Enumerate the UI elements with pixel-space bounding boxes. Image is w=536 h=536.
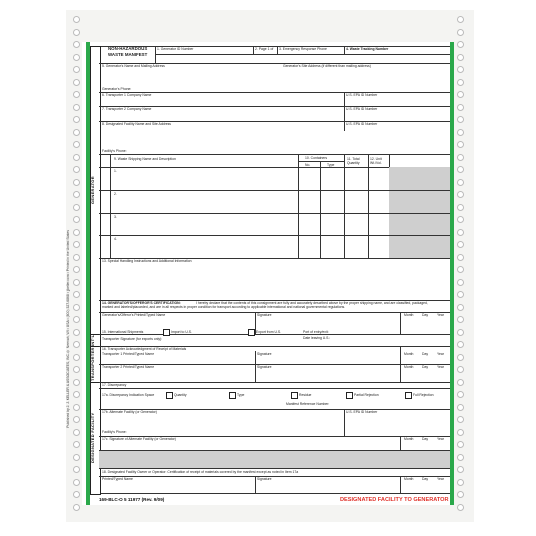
feed-hole — [73, 479, 80, 486]
page-label: 2. Page 1 of — [255, 47, 274, 51]
residue-checkbox[interactable] — [291, 392, 298, 399]
type-divider — [320, 161, 321, 258]
feed-hole — [457, 404, 464, 411]
feed-hole — [73, 429, 80, 436]
feed-hole — [457, 166, 464, 173]
waste-code-shade-4 — [389, 235, 450, 258]
feed-hole — [457, 41, 464, 48]
residue-label: Residue — [299, 393, 312, 397]
side-label-facility: DESIGNATED FACILITY — [90, 412, 95, 463]
total-qty-label: 11. Total Quantity — [347, 157, 360, 165]
publisher-note: Published by J. J. KELLER & ASSOCIATES, INC.® Neenah, WI • USA • (800) 327-6868 • jjkeller.com • Printed in the United States — [66, 230, 70, 428]
full-rejection-label: Full Rejection — [413, 393, 434, 397]
type-label: Type — [237, 393, 245, 397]
shaded-band — [99, 450, 450, 468]
feed-hole — [457, 341, 464, 348]
containers-no-label: No. — [305, 163, 311, 167]
discrepancy-label: 17. Discrepancy — [102, 383, 127, 387]
feed-hole — [457, 354, 464, 361]
feed-hole — [73, 41, 80, 48]
containers-subline — [298, 161, 344, 162]
shipping-row-3: 3. — [114, 215, 117, 219]
special-handling-label: 13. Special Handling Instructions and Additional Information — [102, 259, 192, 263]
row-line-1 — [99, 190, 450, 191]
final-signature-label: Signature — [257, 477, 272, 481]
feed-hole — [457, 191, 464, 198]
header-divider-4 — [344, 46, 345, 54]
feed-hole — [457, 366, 464, 373]
cert-text-1: I hereby declare that the contents of this consignment are fully and accurately described above by the proper shipping name, and are classified, packaged, — [196, 301, 428, 305]
export-checkbox[interactable] — [248, 329, 255, 336]
green-border-right — [450, 42, 454, 505]
feed-hole — [457, 104, 464, 111]
feed-hole — [457, 91, 464, 98]
site-address-label: Generator's Site Address (if different than mailing address) — [283, 64, 371, 68]
unit-divider — [368, 154, 369, 258]
cert-text-2: marked and labeled/placarded, and are in all respects in proper condition for transport according to applicable international and national governmental regulations. — [102, 305, 346, 309]
port-label: Port of entry/exit: — [303, 330, 329, 334]
feed-hole — [73, 304, 80, 311]
feed-hole — [73, 166, 80, 173]
feed-hole — [73, 391, 80, 398]
header-divider-2 — [253, 46, 254, 54]
feed-hole — [73, 116, 80, 123]
partial-rejection-label: Partial Rejection — [354, 393, 379, 397]
feed-hole — [73, 504, 80, 511]
emergency-phone-label: 3. Emergency Response Phone — [279, 47, 327, 51]
ack-label: 16. Transporter Acknowledgment of Receipt of Materials — [102, 347, 187, 351]
cert-printed-name-label: Generator's/Offeror's Printed/Typed Name — [102, 313, 166, 317]
alt-facility-label: 17b. Alternate Facility (or Generator) — [102, 410, 157, 414]
feed-hole — [457, 54, 464, 61]
tracking-label: 4. Waste Tracking Number — [346, 47, 389, 51]
frame-bottom — [90, 493, 450, 494]
feed-hole — [73, 379, 80, 386]
containers-divider — [298, 154, 299, 258]
line-9 — [99, 154, 450, 155]
epa-divider — [344, 92, 345, 131]
ack-month-1: Month — [404, 352, 414, 356]
date-leaving-label: Date leaving U.S.: — [303, 336, 331, 340]
containers-type-label: Type — [327, 163, 335, 167]
feed-hole — [457, 279, 464, 286]
feed-hole — [457, 491, 464, 498]
ack-sig1-label: Signature — [257, 352, 272, 356]
row-line-2 — [99, 213, 450, 214]
feed-hole — [457, 79, 464, 86]
feed-hole — [73, 104, 80, 111]
cert-year-label: Year — [437, 313, 444, 317]
feed-hole — [457, 391, 464, 398]
row-line-3 — [99, 235, 450, 236]
feed-hole — [73, 29, 80, 36]
feed-hole — [73, 279, 80, 286]
waste-code-shade-3 — [389, 213, 450, 235]
feed-hole — [457, 504, 464, 511]
line-17a — [99, 388, 450, 389]
generator-name-label: 5. Generator's Name and Mailing Address — [102, 64, 165, 68]
transporter1-label: 6. Transporter 1 Company Name — [102, 93, 152, 97]
containers-label: 10. Containers — [305, 156, 328, 160]
feed-hole — [73, 191, 80, 198]
shipping-row-2: 2. — [114, 192, 117, 196]
ack-day-1: Day — [422, 352, 429, 356]
feed-hole — [457, 454, 464, 461]
feed-hole — [73, 254, 80, 261]
feed-hole — [73, 79, 80, 86]
ack-sig-divider — [255, 351, 256, 382]
shade-top — [99, 450, 450, 451]
export-label: Export from U.S. — [256, 330, 282, 334]
feed-hole — [73, 404, 80, 411]
feed-hole — [73, 416, 80, 423]
facility-name-label: 8. Designated Facility Name and Site Address — [102, 122, 171, 126]
partial-rejection-checkbox[interactable] — [346, 392, 353, 399]
alt-epa-divider — [344, 409, 345, 436]
feed-hole — [457, 154, 464, 161]
final-month: Month — [404, 477, 414, 481]
feed-hole — [73, 329, 80, 336]
feed-hole — [457, 291, 464, 298]
final-sig-divider — [255, 476, 256, 493]
alt-phone-label: Facility's Phone: — [102, 430, 127, 434]
feed-hole — [73, 129, 80, 136]
cert-heading: 14. GENERATOR'S/OFFEROR'S CERTIFICATION: — [102, 301, 181, 305]
feed-hole — [73, 179, 80, 186]
feed-hole — [73, 16, 80, 23]
feed-hole — [457, 16, 464, 23]
feed-hole — [73, 454, 80, 461]
ack-day-2: Day — [422, 365, 429, 369]
cert-date-divider — [400, 312, 401, 334]
import-checkbox[interactable] — [163, 329, 170, 336]
facility-phone-label: Facility's Phone: — [102, 149, 127, 153]
feed-hole — [457, 329, 464, 336]
line-7 — [99, 106, 450, 107]
alt-year: Year — [437, 437, 444, 441]
feed-hole — [73, 91, 80, 98]
final-printed-label: Printed/Typed Name — [102, 477, 133, 481]
feed-hole — [73, 66, 80, 73]
feed-hole — [457, 66, 464, 73]
feed-hole — [73, 54, 80, 61]
ack-month-2: Month — [404, 365, 414, 369]
transporter2-label: 7. Transporter 2 Company Name — [102, 107, 152, 111]
waste-code-shade-2 — [389, 190, 450, 213]
feed-hole — [457, 441, 464, 448]
ack-t1-label: Transporter 1 Printed/Typed Name — [102, 352, 155, 356]
ack-year-1: Year — [437, 352, 444, 356]
alt-epa-label: U.S. EPA ID Number — [346, 410, 378, 414]
cert-signature-label: Signature — [257, 313, 272, 317]
header-mid-line — [155, 54, 450, 55]
tractor-strip-right — [454, 12, 466, 515]
feed-hole — [457, 216, 464, 223]
form-number: 169-BLC-O 5 11977 (Rev. 9/09) — [99, 497, 165, 502]
row-number-divider — [110, 154, 111, 258]
alt-date-divider — [400, 436, 401, 450]
feed-hole — [457, 179, 464, 186]
alt-signature-label: 17c. Signature of Alternate Facility (or Generator) — [102, 437, 176, 441]
feed-hole — [73, 291, 80, 298]
line-6 — [99, 92, 450, 93]
final-day: Day — [422, 477, 429, 481]
export-sig-label: Transporter Signature (for exports only): — [102, 337, 163, 341]
cert-month-label: Month — [404, 313, 414, 317]
generator-phone-label: Generator's Phone: — [102, 87, 132, 91]
final-year: Year — [437, 477, 444, 481]
generator-id-label: 1. Generator ID Number — [157, 47, 194, 51]
quantity-label: Quantity — [174, 393, 187, 397]
side-label-transporter: TRANSPORTER — [90, 347, 95, 381]
form-title-line2: WASTE MANIFEST — [108, 52, 148, 57]
final-date-divider — [400, 476, 401, 493]
feed-hole — [73, 241, 80, 248]
feed-hole — [457, 379, 464, 386]
transporter1-epa-label: U.S. EPA ID Number — [346, 93, 378, 97]
feed-hole — [73, 216, 80, 223]
waste-code-shade-1 — [389, 167, 450, 190]
discrepancy-indication-label: 17a. Discrepancy Indication Space — [102, 393, 155, 397]
shipping-row-1: 1. — [114, 169, 117, 173]
feed-hole — [73, 354, 80, 361]
feed-hole — [73, 154, 80, 161]
feed-hole — [73, 466, 80, 473]
feed-hole — [73, 441, 80, 448]
cert-day-label: Day — [422, 313, 429, 317]
feed-hole — [457, 229, 464, 236]
side-label-intl: INT'L — [90, 334, 95, 346]
feed-hole — [457, 254, 464, 261]
final-cert-label: 18. Designated Facility Owner or Operator: Certification of receipt of materials covered by the manifest except as noted in Item 17a — [102, 470, 299, 474]
ack-t2-label: Transporter 2 Printed/Typed Name — [102, 365, 155, 369]
final-name-line — [99, 476, 450, 477]
feed-hole — [457, 429, 464, 436]
line-17 — [99, 382, 450, 383]
feed-hole — [73, 204, 80, 211]
feed-hole — [457, 141, 464, 148]
feed-hole — [73, 141, 80, 148]
feed-hole — [457, 479, 464, 486]
feed-hole — [457, 304, 464, 311]
feed-hole — [457, 316, 464, 323]
quantity-checkbox[interactable] — [166, 392, 173, 399]
feed-hole — [457, 416, 464, 423]
feed-hole — [457, 466, 464, 473]
feed-hole — [73, 316, 80, 323]
import-label: Import to U.S. — [171, 330, 192, 334]
shipping-desc-label: 9. Waste Shipping Name and Description — [114, 157, 176, 161]
shipping-row-4: 4. — [114, 237, 117, 241]
transporter2-epa-label: U.S. EPA ID Number — [346, 107, 378, 111]
unit-label: 12. Unit Wt./Vol. — [370, 157, 382, 165]
feed-hole — [457, 116, 464, 123]
feed-hole — [73, 229, 80, 236]
feed-hole — [73, 266, 80, 273]
full-rejection-checkbox[interactable] — [405, 392, 412, 399]
intl-label: 15. International Shipments — [102, 330, 144, 334]
alt-month: Month — [404, 437, 414, 441]
side-label-generator: GENERATOR — [90, 176, 95, 204]
facility-epa-label: U.S. EPA ID Number — [346, 122, 378, 126]
type-checkbox[interactable] — [229, 392, 236, 399]
feed-hole — [73, 366, 80, 373]
alt-day: Day — [422, 437, 429, 441]
copy-designation: DESIGNATED FACILITY TO GENERATOR — [340, 497, 449, 503]
feed-hole — [457, 29, 464, 36]
qty-divider — [344, 154, 345, 258]
feed-hole — [457, 129, 464, 136]
feed-hole — [457, 266, 464, 273]
feed-hole — [73, 491, 80, 498]
feed-hole — [457, 241, 464, 248]
ack-sig2-label: Signature — [257, 365, 272, 369]
form-title-line1: NON-HAZARDOUS — [108, 46, 148, 51]
manifest-ref-label: Manifest Reference Number: — [286, 402, 330, 406]
line-18 — [99, 468, 450, 469]
feed-hole — [73, 341, 80, 348]
tractor-strip-left — [70, 12, 82, 515]
ack-year-2: Year — [437, 365, 444, 369]
header-divider-3 — [277, 46, 278, 54]
line-15 — [99, 334, 450, 335]
feed-hole — [457, 204, 464, 211]
